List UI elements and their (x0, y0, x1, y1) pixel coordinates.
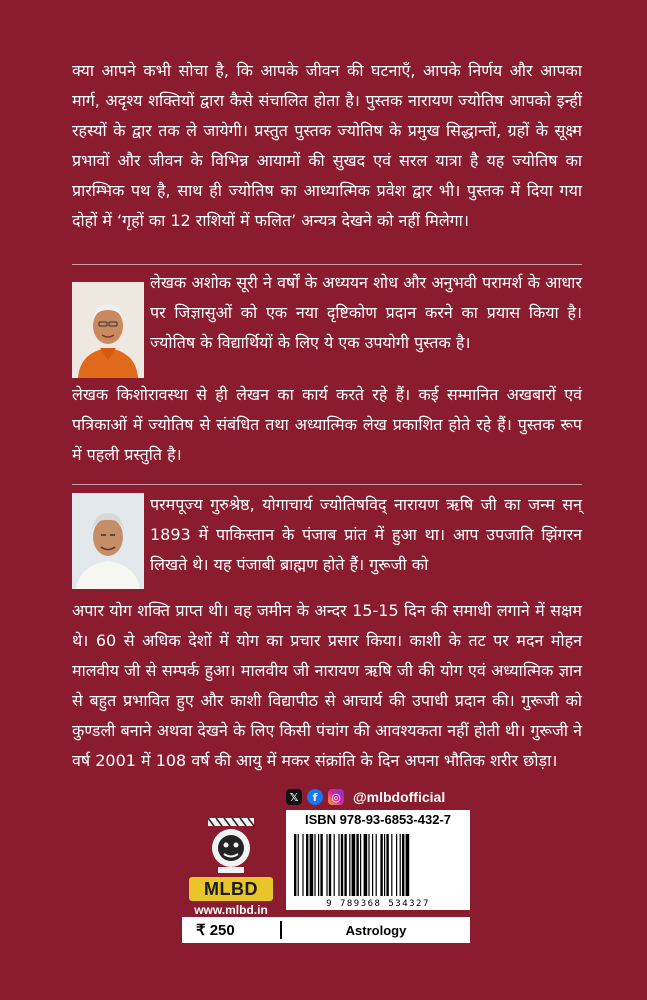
x-icon[interactable]: 𝕏 (286, 789, 302, 805)
guru-bio-1: परमपूज्य गुरुश्रेष्ठ, योगाचार्य ज्योतिषविद् नारायण ऋषि जी का जन्म सन् 1893 में पाकिस्तान के पंजाब प्रांत में हुआ था। आप उपजाति झिंगरन लिखते थे। यह पंजाबी ब्राह्मण होते हैं। गुरूजी को (150, 495, 582, 574)
publisher-website[interactable]: www.mlbd.in (194, 903, 268, 917)
section-divider (72, 484, 582, 485)
publisher-logo: MLBD (189, 877, 273, 901)
section-divider (72, 264, 582, 265)
author-photo (72, 282, 144, 378)
author-bio-1: लेखक अशोक सूरी ने वर्षों के अध्ययन शोध और अनुभवी परामर्श के आधार पर जिज्ञासुओं को एक नया दृष्टिकोण प्रदान करने का प्रयास किया है। ज्योतिष के विद्यार्थियों के लिए ये एक उपयोगी पुस्तक है। (150, 273, 582, 352)
isbn-label: ISBN 978-93-6853-432-7 (305, 812, 451, 827)
social-handle[interactable]: @mlbdofficial (353, 789, 446, 805)
price-bar (182, 917, 470, 943)
barcode-bars (292, 834, 464, 896)
social-links (286, 786, 445, 808)
intro-paragraph: क्या आपने कभी सोचा है, कि आपके जीवन की घटनाएँ, आपके निर्णय और आपका मार्ग, अदृश्य शक्तियों द्वारा कैसे संचालित होता है। पुस्तक नारायण ज्योतिष आपको इन्हीं रहस्यों के द्वार तक ले जायेगी। प्रस्तुत पुस्तक ज्योतिष के प्रमुख सिद्धान्तों, ग्रहों के सूक्ष्म प्रभावों और जीवन के विभिन्न आयामों की सुखद एवं सरल यात्रा है यह ज्योतिष का प्रारम्भिक पथ है, साथ ही ज्योतिष का आध्यात्मिक प्रवेश द्वार भी। पुस्तक में दिया गया दोहों में ‘गृहों का 12 राशियों में फलित’ अन्यत्र देखने को नहीं मिलेगा। (72, 61, 582, 230)
instagram-icon[interactable]: ◎ (328, 789, 344, 805)
guru-bio-2: अपार योग शक्ति प्राप्त थी। वह जमीन के अन्दर 15-15 दिन की समाधी लगाने में सक्षम थे। 60 से अधिक देशों में योग का प्रचार प्रसार किया। काशी के तट पर मदन मोहन मालवीय जी से सम्पर्क हुआ। मालवीय जी नारायण ऋषि जी की योग एवं अध्यात्मिक ज्ञान से बहुत प्रभावित हुए और काशी विद्यापीठ से आचार्य की उपाधी प्रदान की। गुरूजी को कुण्डली बनाने अथवा देखने के लिए किसी पंचांग की आवश्यकता नहीं होती थी। गुरूजी ने वर्ष 2001 में 108 वर्ष की आयु में मकर संक्रांति के दिन अपना भौतिक शरीर छोड़ा। (72, 601, 582, 770)
facebook-icon[interactable]: f (307, 789, 323, 805)
category-label: Astrology (345, 922, 407, 938)
price: ₹ 250 (196, 922, 235, 939)
barcode-digits: 9 789368 534327 (326, 899, 430, 909)
guru-photo (72, 493, 144, 589)
isbn-barcode (286, 810, 470, 910)
author-bio-2: लेखक किशोरावस्था से ही लेखन का कार्य करते रहे हैं। कई सम्मानित अखबारों एवं पत्रिकाओं में ज्योतिष से संबंधित तथा अध्यात्मिक लेख प्रकाशित होते रहे हैं। पुस्तक रूप में पहली प्रस्तुति है। (72, 385, 582, 464)
